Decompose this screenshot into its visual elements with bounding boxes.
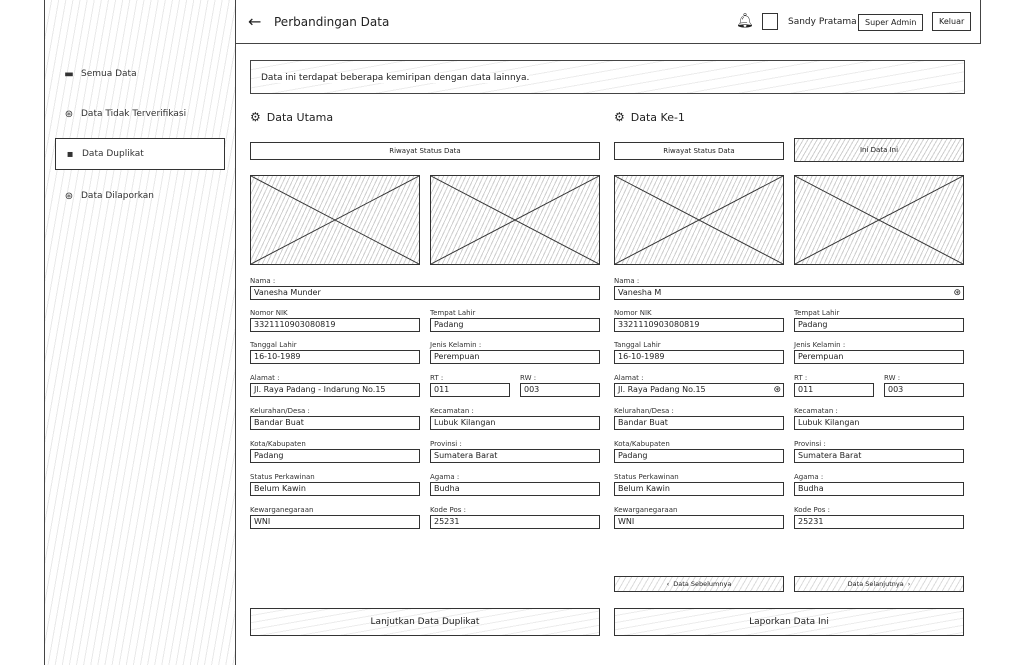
field-label: Kecamatan : [794,407,838,415]
field-label: Jenis Kelamin : [794,341,846,349]
agama-field [794,472,964,496]
column-title: Data Ke-1 [630,110,685,124]
duplicate-notice [250,60,965,94]
field-value[interactable]: 16-10-1989 [614,350,784,364]
logout-button[interactable]: Keluar [932,12,971,31]
field-value[interactable]: Lubuk Kilangan [430,416,600,430]
role-badge[interactable]: Super Admin [858,14,923,31]
button-label: Data Selanjutnya [847,580,904,588]
field-label: Kode Pos : [794,506,830,514]
field-label: RW : [520,374,537,382]
back-arrow-icon[interactable]: ← [248,12,262,31]
field-label: Alamat : [614,374,644,382]
field-label: Agama : [430,473,460,481]
field-label: Kelurahan/Desa : [614,407,674,415]
field-value[interactable]: Belum Kawin [614,482,784,496]
field-value[interactable]: Vanesha Munder [250,286,600,300]
field-label: Kota/Kabupaten [614,440,670,448]
this-data-button[interactable]: Ini Data Ini [794,138,964,162]
kelurahan-field [250,406,420,430]
field-label: Nomor NIK [614,309,652,317]
column-heading [250,110,333,124]
field-text: Vanesha M [618,288,662,297]
badge-icon: ⊛ [64,108,74,120]
sidebar-item-data-tidak-terverifikasi[interactable] [55,98,225,130]
field-label: Kecamatan : [430,407,474,415]
field-label: Kota/Kabupaten [250,440,306,448]
tanggal-lahir-field [250,340,420,364]
kecamatan-field [430,406,600,430]
field-value[interactable]: Bandar Buat [250,416,420,430]
field-value[interactable]: Budha [794,482,964,496]
field-value[interactable]: Bandar Buat [614,416,784,430]
field-value[interactable]: 3321110903080819 [250,318,420,332]
button-label: Data Sebelumnya [673,580,732,588]
sidebar-item-label: Data Dilaporkan [81,191,154,201]
field-label: Jenis Kelamin : [430,341,482,349]
chevron-left-icon: ‹ [666,580,670,588]
kecamatan-field [794,406,964,430]
field-value[interactable]: Budha [430,482,600,496]
nama-field [250,276,600,300]
field-value[interactable]: Sumatera Barat [430,449,600,463]
alamat-field [250,373,420,397]
field-value[interactable]: WNI [614,515,784,529]
rt-field [794,373,874,397]
agama-field [430,472,600,496]
sidebar-item-data-duplikat[interactable] [55,138,225,170]
ktp-image-placeholder[interactable] [614,175,784,265]
selfie-image-placeholder[interactable] [794,175,964,265]
field-value[interactable]: 3321110903080819 [614,318,784,332]
field-label: RT : [430,374,444,382]
kode-pos-field [794,505,964,529]
status-perkawinan-field [250,472,420,496]
field-label: Kewarganegaraan [614,506,678,514]
gear-icon: ⚙ [614,110,625,124]
rw-field [520,373,600,397]
field-value[interactable]: 011 [794,383,874,397]
field-value[interactable] [614,286,964,300]
mismatch-icon: ⊛ [773,385,781,395]
sidebar-item-data-dilaporkan[interactable] [55,180,225,212]
kode-pos-field [430,505,600,529]
nik-field [614,308,784,332]
ktp-image-placeholder[interactable] [250,175,420,265]
minus-icon: ▪ [66,148,74,160]
tanggal-lahir-field [614,340,784,364]
field-value[interactable]: Padang [794,318,964,332]
previous-data-button[interactable] [614,576,784,592]
sidebar-item-label: Data Tidak Terverifikasi [81,109,187,119]
field-value[interactable]: Perempuan [794,350,964,364]
field-label: Status Perkawinan [614,473,679,481]
field-value[interactable]: 25231 [794,515,964,529]
field-value[interactable]: 16-10-1989 [250,350,420,364]
field-value[interactable]: Padang [430,318,600,332]
page-title: Perbandingan Data [274,15,390,29]
field-value[interactable]: 011 [430,383,510,397]
avatar[interactable] [762,13,778,30]
notice-text: Data ini terdapat beberapa kemiripan dengan data lainnya. [261,73,530,83]
field-label: Kewarganegaraan [250,506,314,514]
alamat-field [614,373,784,397]
status-history-button[interactable]: Riwayat Status Data [250,142,600,160]
field-label: Tempat Lahir [430,309,476,317]
next-data-button[interactable] [794,576,964,592]
field-label: Tanggal Lahir [614,341,661,349]
field-value[interactable]: 003 [520,383,600,397]
field-value[interactable]: Padang [250,449,420,463]
column-title: Data Utama [266,110,334,124]
field-value[interactable]: WNI [250,515,420,529]
field-label: Kode Pos : [430,506,466,514]
sidebar-item-label: Data Duplikat [82,149,144,159]
field-value[interactable]: 25231 [430,515,600,529]
field-value[interactable]: Perempuan [430,350,600,364]
minus-icon: ▬ [64,68,74,80]
field-value[interactable]: Lubuk Kilangan [794,416,964,430]
tempat-lahir-field [430,308,600,332]
gear-icon: ⚙ [250,110,261,124]
field-value[interactable]: Sumatera Barat [794,449,964,463]
field-value[interactable]: 003 [884,383,964,397]
tempat-lahir-field [794,308,964,332]
column-heading [614,110,685,124]
kota-field [250,439,420,463]
field-label: RT : [794,374,808,382]
provinsi-field [430,439,600,463]
nama-field [614,276,964,300]
sidebar [44,0,236,665]
report-data-button[interactable]: Laporkan Data Ini [614,608,964,636]
jenis-kelamin-field [794,340,964,364]
field-label: Provinsi : [430,440,462,448]
badge-icon: ⊛ [64,190,74,202]
field-label: Nama : [250,277,276,285]
field-label: RW : [884,374,901,382]
field-value[interactable]: Jl. Raya Padang - Indarung No.15 [250,383,420,397]
rt-field [430,373,510,397]
field-label: Provinsi : [794,440,826,448]
field-text: Jl. Raya Padang No.15 [618,385,706,394]
selfie-image-placeholder[interactable] [430,175,600,265]
kota-field [614,439,784,463]
chevron-right-icon: › [907,580,911,588]
continue-duplicate-button[interactable]: Lanjutkan Data Duplikat [250,608,600,636]
status-perkawinan-field [614,472,784,496]
sidebar-item-semua-data[interactable] [55,58,225,90]
field-label: Alamat : [250,374,280,382]
rw-field [884,373,964,397]
field-label: Status Perkawinan [250,473,315,481]
field-value[interactable]: Padang [614,449,784,463]
field-label: Nama : [614,277,640,285]
kelurahan-field [614,406,784,430]
field-label: Kelurahan/Desa : [250,407,310,415]
jenis-kelamin-field [430,340,600,364]
field-label: Agama : [794,473,824,481]
field-label: Tempat Lahir [794,309,840,317]
field-label: Tanggal Lahir [250,341,297,349]
bell-icon[interactable]: 🔔︎ [736,13,754,29]
sidebar-item-label: Semua Data [81,69,137,79]
header [236,0,981,44]
comparison-data-column [614,108,970,648]
provinsi-field [794,439,964,463]
kewarganegaraan-field [614,505,784,529]
kewarganegaraan-field [250,505,420,529]
primary-data-column [250,108,606,648]
user-name: Sandy Pratama [788,17,857,27]
status-history-button[interactable]: Riwayat Status Data [614,142,784,160]
mismatch-icon: ⊛ [953,288,961,298]
field-label: Nomor NIK [250,309,288,317]
field-value[interactable]: Belum Kawin [250,482,420,496]
field-value[interactable] [614,383,784,397]
nik-field [250,308,420,332]
